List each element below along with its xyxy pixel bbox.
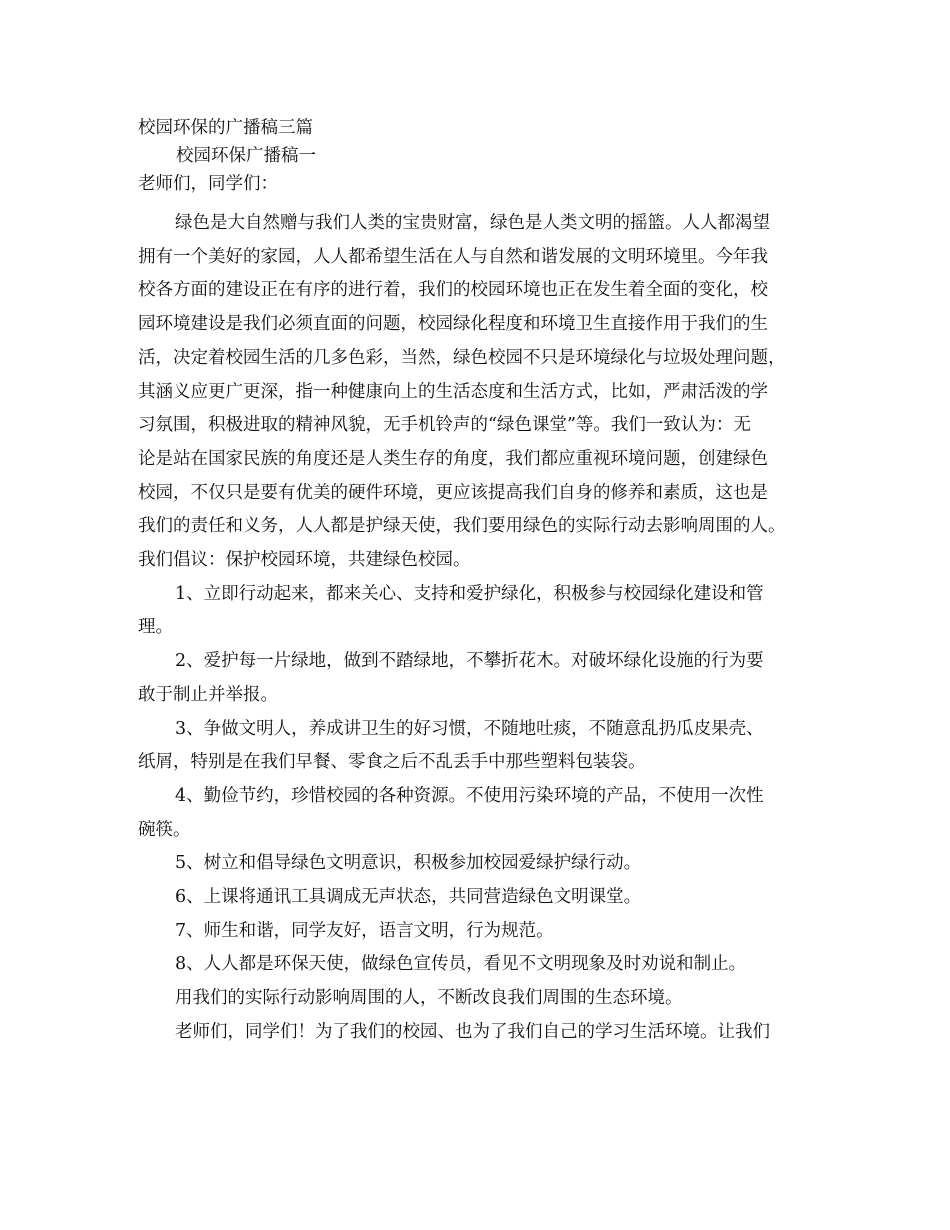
paragraph-line: 绿色是大自然赠与我们人类的宝贵财富，绿色是人类文明的摇篮。人人都渴望 — [175, 213, 770, 233]
paragraph-line: 校各方面的建设正在有序的进行着，我们的校园环境也正在发生着全面的变化，校 — [138, 280, 768, 301]
document-title: 校园环保的广播稿三篇 — [138, 118, 313, 138]
list-item — [138, 847, 828, 881]
paragraph-line: 我们的责任和义务，人人都是护绿天使，我们要用绿色的实际行动去影响周围的人。 — [138, 516, 786, 537]
list-item-line: 1、立即行动起来，都来关心、支持和爱护绿化，积极参与校园绿化建设和管 — [175, 583, 764, 604]
list-item — [138, 713, 828, 780]
list-item — [138, 578, 828, 645]
list-item — [138, 645, 828, 712]
greeting-line: 老师们，同学们： — [138, 174, 278, 194]
closing-line: 用我们的实际行动影响周围的人，不断改良我们周围的生态环境。 — [175, 988, 683, 1009]
list-item — [138, 780, 828, 847]
paragraph-line: 园环境建设是我们必须直面的问题，校园绿化程度和环境卫生直接作用于我们的生 — [138, 314, 768, 335]
paragraph-line: 其涵义应更广更深，指一种健康向上的生活态度和生活方式，比如，严肃活泼的学 — [138, 381, 768, 402]
list-item-line: 理。 — [138, 617, 173, 638]
list-item-line: 纸屑，特别是在我们早餐、零食之后不乱丢手中那些塑料包装袋。 — [138, 752, 646, 773]
list-item — [138, 915, 828, 949]
list-item-line: 7、师生和谐，同学友好，语言文明，行为规范。 — [175, 920, 554, 941]
paragraph-line: 习氛围，积极进取的精神风貌，无手机铃声的“绿色课堂”等。我们一致认为：无 — [138, 415, 751, 436]
paragraph-line: 论是站在国家民族的角度还是人类生存的角度，我们都应重视环境问题，创建绿色 — [138, 448, 768, 469]
paragraph-main — [138, 207, 828, 578]
list-item-line: 敢于制止并举报。 — [138, 684, 278, 705]
list-item — [138, 948, 828, 982]
list-item-line: 6、上课将通讯工具调成无声状态，共同营造绿色文明课堂。 — [175, 887, 642, 908]
list-item-line: 4、勤俭节约，珍惜校园的各种资源。不使用污染环境的产品，不使用一次性 — [175, 785, 764, 806]
section-subtitle: 校园环保广播稿一 — [176, 146, 316, 166]
paragraph-line: 活，决定着校园生活的几多色彩，当然，绿色校园不只是环境绿化与垃圾处理问题， — [138, 347, 786, 368]
list-item-line: 碗筷。 — [138, 819, 191, 840]
closing-paragraph — [138, 982, 828, 1016]
paragraph-line: 拥有一个美好的家园，人人都希望生活在人与自然和谐发展的文明环境里。今年我 — [138, 246, 768, 267]
list-item-line: 2、爱护每一片绿地，做到不踏绿地，不攀折花木。对破坏绿化设施的行为要 — [175, 651, 764, 672]
closing-paragraph — [138, 1016, 828, 1050]
list-item-line: 3、争做文明人，养成讲卫生的好习惯，不随地吐痰，不随意乱扔瓜皮果壳、 — [175, 718, 764, 739]
list-item-line: 5、树立和倡导绿色文明意识，积极参加校园爱绿护绿行动。 — [175, 853, 642, 874]
closing-line: 老师们，同学们！为了我们的校园、也为了我们自己的学习生活环境。让我们 — [175, 1021, 770, 1042]
paragraph-line: 校园，不仅只是要有优美的硬件环境，更应该提高我们自身的修养和素质，这也是 — [138, 482, 768, 503]
list-item-line: 8、人人都是环保天使，做绿色宣传员，看见不文明现象及时劝说和制止。 — [175, 954, 747, 975]
paragraph-line: 我们倡议：保护校园环境，共建绿色校园。 — [138, 550, 471, 571]
document-body — [138, 116, 828, 1050]
list-item — [138, 881, 828, 915]
